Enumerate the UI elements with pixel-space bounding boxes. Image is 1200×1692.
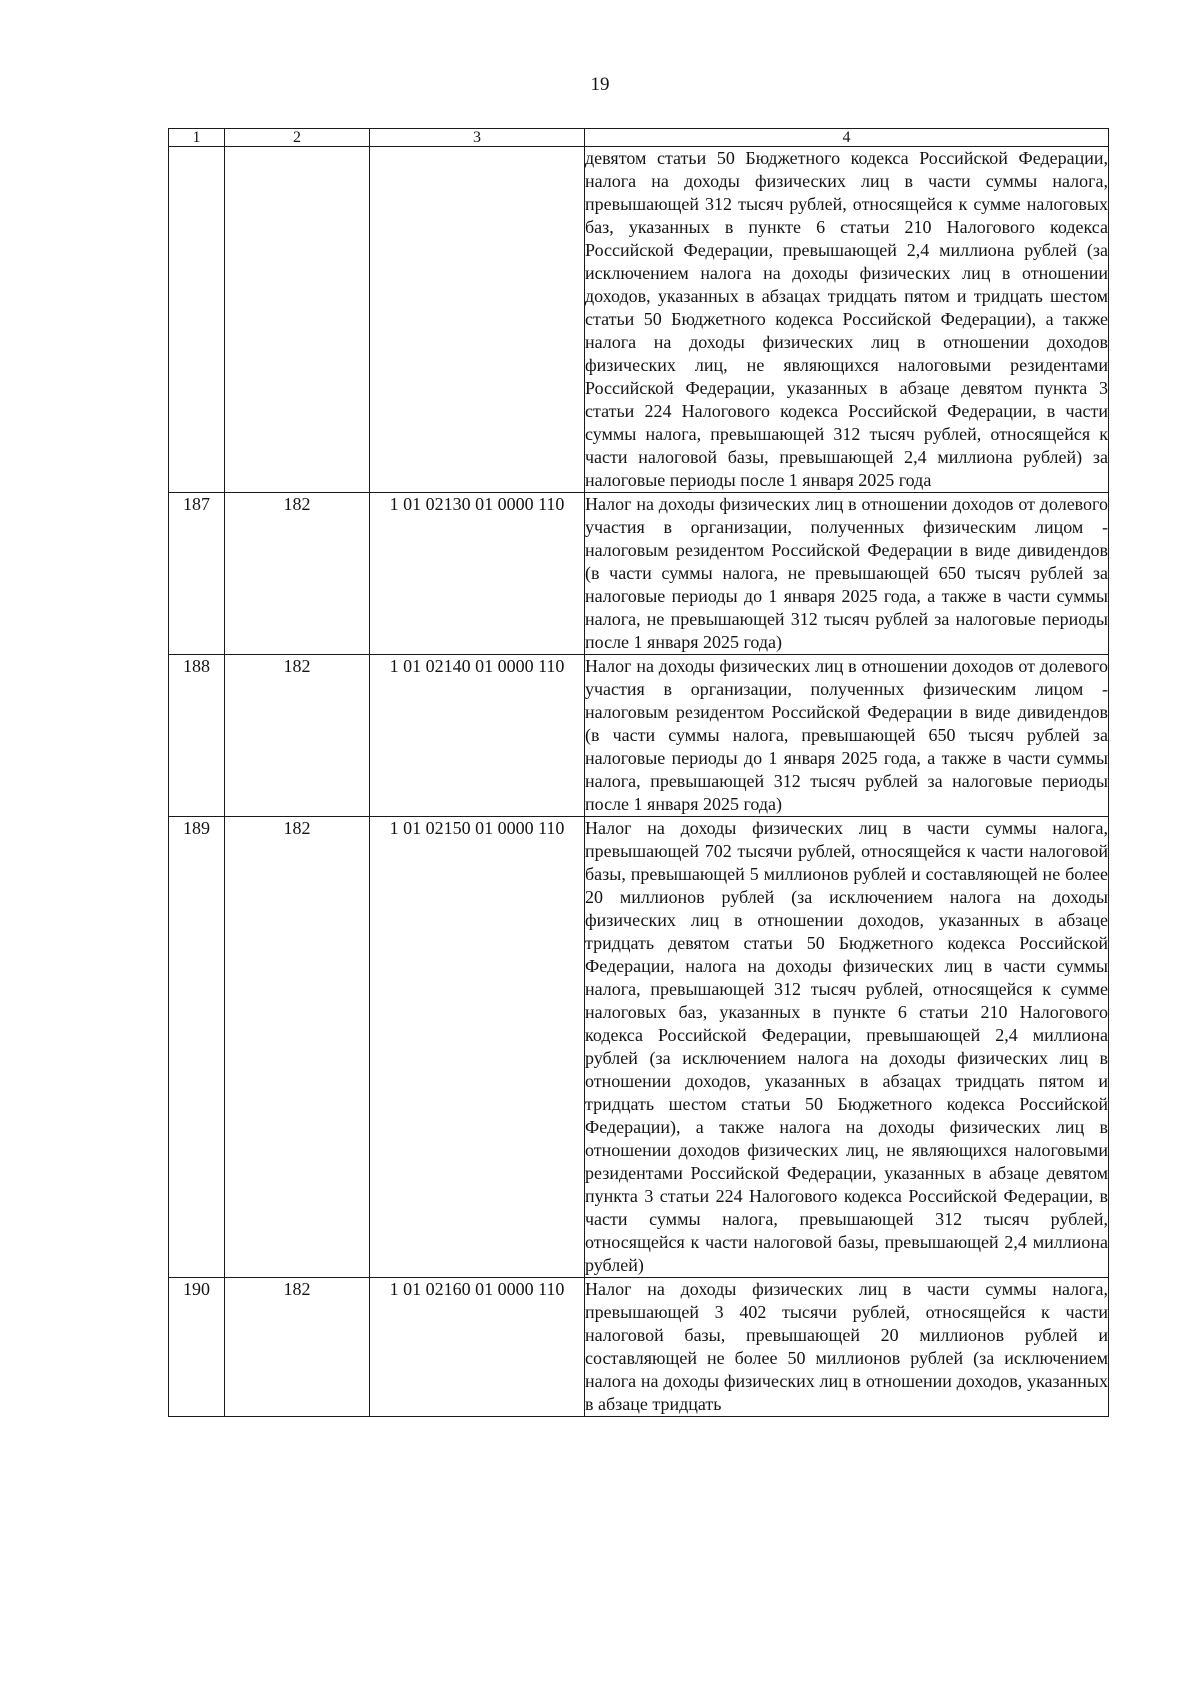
- budget-classification-code: 1 01 02160 01 0000 110: [370, 1278, 585, 1417]
- revenue-description: Налог на доходы физических лиц в части суммы налога, превышающей 702 тысячи рублей, относящейся к части налоговой базы, превышающей 5 миллионов рублей и составляющей не более 20 миллионов рублей (за исключением налога на доходы физических лиц в отношении доходов, указанных в абзаце тридцать девятом статьи 50 Бюджетного кодекса Российской Федерации, налога на доходы физических лиц в части суммы налога, превышающей 312 тысяч рублей, относящейся к сумме налоговых баз, указанных в пункте 6 статьи 210 Налогового кодекса Российской Федерации, превышающей 2,4 миллиона рублей (за исключением налога на доходы физических лиц в отношении доходов, указанных в абзацах тридцать пятом и тридцать шестом статьи 50 Бюджетного кодекса Российской Федерации), а также налога на доходы физических лиц в отношении доходов физических лиц, не являющихся налоговыми резидентами Российской Федерации, указанных в абзаце девятом пункта 3 статьи 224 Налогового кодекса Российской Федерации, в части суммы налога, превышающей 312 тысяч рублей, относящейся к части налоговой базы, превышающей 2,4 миллиона рублей): [585, 817, 1109, 1278]
- revenue-description: девятом статьи 50 Бюджетного кодекса Российской Федерации, налога на доходы физических лиц в части суммы налога, превышающей 312 тысяч рублей, относящейся к сумме налоговых баз, указанных в пункте 6 статьи 210 Налогового кодекса Российской Федерации, превышающей 2,4 миллиона рублей (за исключением налога на доходы физических лиц в отношении доходов, указанных в абзацах тридцать пятом и тридцать шестом статьи 50 Бюджетного кодекса Российской Федерации), а также налога на доходы физических лиц в отношении доходов физических лиц, не являющихся налоговыми резидентами Российской Федерации, указанных в абзаце девятом пункта 3 статьи 224 Налогового кодекса Российской Федерации, в части суммы налога, превышающей 312 тысяч рублей, относящейся к части налоговой базы, превышающей 2,4 миллиона рублей) за налоговые периоды после 1 января 2025 года: [585, 147, 1109, 493]
- revenue-description: Налог на доходы физических лиц в отношении доходов от долевого участия в организации, полученных физическим лицом - налоговым резидентом Российской Федерации в виде дивидендов (в части суммы налога, превышающей 650 тысяч рублей за налоговые периоды до 1 января 2025 года, а также в части суммы налога, превышающей 312 тысяч рублей за налоговые периоды после 1 января 2025 года): [585, 655, 1109, 817]
- budget-classification-code: 1 01 02150 01 0000 110: [370, 817, 585, 1278]
- revenue-codes-table: [168, 128, 1109, 1417]
- row-number: 189: [169, 817, 225, 1278]
- revenue-description: Налог на доходы физических лиц в отношении доходов от долевого участия в организации, полученных физическим лицом - налоговым резидентом Российской Федерации в виде дивидендов (в части суммы налога, не превышающей 650 тысяч рублей за налоговые периоды до 1 января 2025 года, а также в части суммы налога, не превышающей 312 тысяч рублей за налоговые периоды после 1 января 2025 года): [585, 493, 1109, 655]
- table-row: [169, 493, 1109, 655]
- admin-code: 182: [225, 1278, 370, 1417]
- row-number: 190: [169, 1278, 225, 1417]
- revenue-description: Налог на доходы физических лиц в части суммы налога, превышающей 3 402 тысячи рублей, относящейся к части налоговой базы, превышающей 20 миллионов рублей и составляющей не более 50 миллионов рублей (за исключением налога на доходы физических лиц в отношении доходов, указанных в абзаце тридцать: [585, 1278, 1109, 1417]
- table-row: [169, 817, 1109, 1278]
- column-number-4: 4: [585, 129, 1109, 147]
- admin-code: 182: [225, 655, 370, 817]
- column-number-row: [169, 129, 1109, 147]
- admin-code: 182: [225, 817, 370, 1278]
- admin-code: 182: [225, 493, 370, 655]
- table-row: [169, 147, 1109, 493]
- table-row: [169, 1278, 1109, 1417]
- table-row: [169, 655, 1109, 817]
- column-number-3: 3: [370, 129, 585, 147]
- row-number: 187: [169, 493, 225, 655]
- column-number-2: 2: [225, 129, 370, 147]
- row-number: 188: [169, 655, 225, 817]
- page-number: 19: [590, 74, 610, 95]
- admin-code: [225, 147, 370, 493]
- column-number-1: 1: [169, 129, 225, 147]
- budget-classification-code: [370, 147, 585, 493]
- row-number: [169, 147, 225, 493]
- budget-classification-code: 1 01 02130 01 0000 110: [370, 493, 585, 655]
- budget-classification-code: 1 01 02140 01 0000 110: [370, 655, 585, 817]
